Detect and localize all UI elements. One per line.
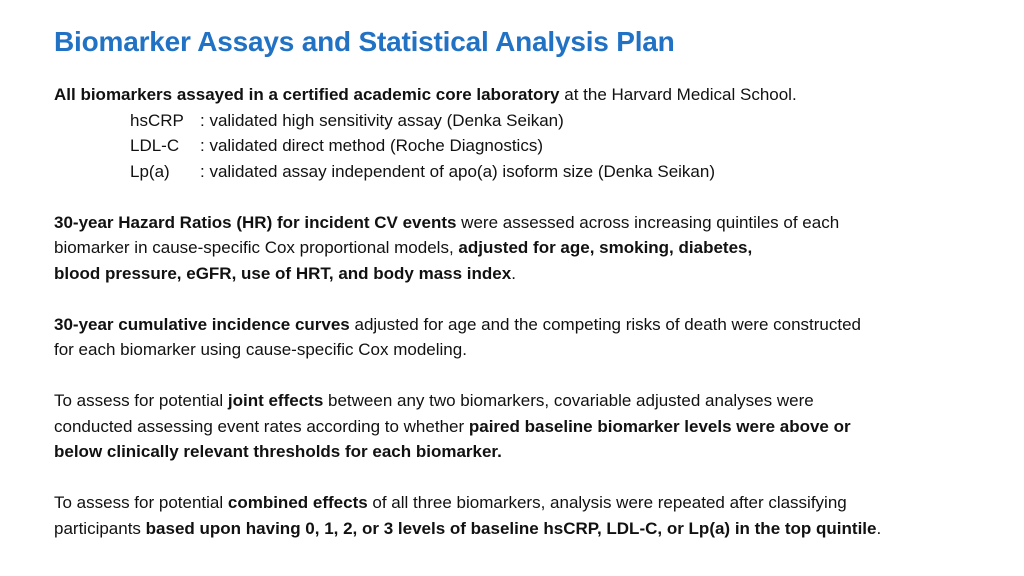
hr-adjusted-bold-cont: blood pressure, eGFR, use of HRT, and body mass index <box>54 263 512 283</box>
combined-bold: combined effects <box>227 493 368 512</box>
cic-line-1 <box>54 312 1004 338</box>
hr-bold: 30-year Hazard Ratios (HR) for incident CV events <box>54 212 457 232</box>
paragraph-gap <box>54 363 1004 389</box>
cic-bold: 30-year cumulative incidence curves <box>54 314 350 334</box>
hr-line-2 <box>54 235 1004 261</box>
hr-line-3 <box>54 261 1004 287</box>
slide-body <box>54 82 1004 541</box>
assay-intro-line <box>54 82 1004 108</box>
hr-rest: were assessed across increasing quintiles of each <box>456 212 840 232</box>
hr-adjusted-bold: adjusted for age, smoking, diabetes, <box>458 238 753 257</box>
assay-name: hsCRP <box>130 110 184 130</box>
combined-rest: of all three biomarkers, analysis were repeated after classifying <box>367 493 847 512</box>
cic-text: for each biomarker using cause-specific Cox modeling. <box>54 340 467 359</box>
joint-rest: between any two biomarkers, covariable adjusted analyses were <box>323 391 814 410</box>
joint-bold-2: paired baseline biomarker levels were above or <box>468 416 851 436</box>
assay-item-hscrp <box>54 108 1004 134</box>
combined-period: . <box>876 518 882 538</box>
hr-period: . <box>511 263 516 283</box>
hr-text: biomarker in cause-specific Cox proportional models, <box>54 238 459 257</box>
assay-intro-bold: All biomarkers assayed in a certified academic core laboratory <box>54 85 560 104</box>
joint-bold-3: below clinically relevant thresholds for each biomarker. <box>54 442 502 461</box>
assay-intro-rest: at the Harvard Medical School. <box>559 85 797 104</box>
assay-item-ldlc <box>54 133 1004 159</box>
cic-rest: adjusted for age and the competing risks of death were constructed <box>349 314 862 334</box>
joint-bold: joint effects <box>227 391 324 410</box>
assay-desc: : validated high sensitivity assay (Denka Seikan) <box>200 110 564 130</box>
paragraph-gap <box>54 286 1004 312</box>
cic-line-2 <box>54 337 1004 363</box>
combined-line-1 <box>54 490 1004 516</box>
combined-text-2: participants <box>54 518 146 538</box>
joint-text-2: conducted assessing event rates according to whether <box>54 416 469 436</box>
hr-line-1 <box>54 210 1004 236</box>
joint-line-3 <box>54 439 1004 465</box>
assay-item-lpa <box>54 159 1004 185</box>
assay-desc: : validated assay independent of apo(a) isoform size (Denka Seikan) <box>200 161 716 181</box>
joint-text: To assess for potential <box>54 391 228 410</box>
paragraph-gap <box>54 184 1004 210</box>
paragraph-gap <box>54 465 1004 491</box>
combined-bold-2: based upon having 0, 1, 2, or 3 levels of baseline hsCRP, LDL-C, or Lp(a) in the top quintile <box>145 518 877 538</box>
slide-title: Biomarker Assays and Statistical Analysis Plan <box>54 26 675 57</box>
joint-line-1 <box>54 388 1004 414</box>
combined-line-2 <box>54 516 1004 542</box>
assay-name: Lp(a) <box>130 161 170 181</box>
assay-name: LDL-C <box>130 136 180 155</box>
combined-text: To assess for potential <box>54 493 228 512</box>
joint-line-2 <box>54 414 1004 440</box>
assay-desc: : validated direct method (Roche Diagnostics) <box>200 136 543 155</box>
